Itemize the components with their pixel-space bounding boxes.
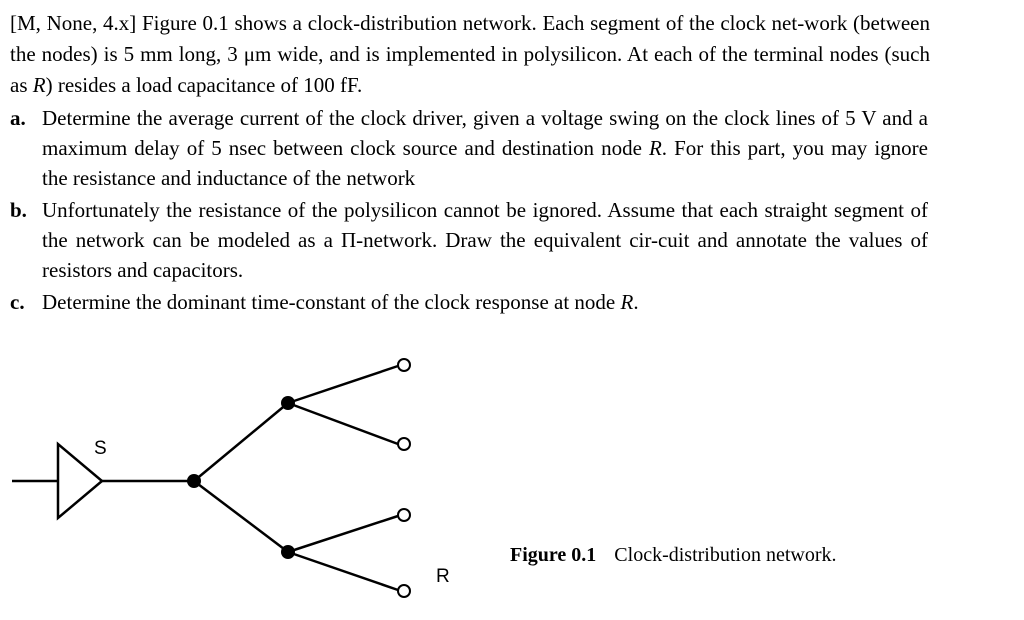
caption-text: Clock-distribution network. — [614, 544, 837, 566]
terminal-node-2 — [398, 438, 410, 450]
clock-network-diagram — [0, 340, 1024, 620]
part-c-label: c. — [10, 290, 25, 314]
node-r-label: R — [436, 566, 450, 587]
part-b — [10, 195, 928, 285]
leaf-segment-1 — [288, 366, 398, 403]
lower-branch-segment — [194, 481, 288, 552]
upper-branch-segment — [194, 403, 288, 481]
part-c-text-end: . — [633, 290, 639, 314]
part-c-text: Determine the dominant time-constant of the clock response at node — [42, 290, 621, 314]
leaf-segment-3 — [288, 516, 398, 552]
part-b-label: b. — [10, 198, 27, 222]
part-a-text-end: . For this part, you may ignore the resistance and inductance of the network — [42, 136, 929, 190]
terminal-node-1 — [398, 359, 410, 371]
node-dot-lower — [281, 545, 295, 559]
terminal-node-R — [398, 585, 410, 597]
leaf-segment-4 — [288, 552, 398, 590]
figure-caption — [510, 544, 837, 567]
part-c — [10, 287, 928, 317]
part-a — [10, 103, 928, 193]
intro-text: [M, None, 4.x] Figure 0.1 shows a clock-distribution network. Each segment of the clock net-work (between the nodes) is 5 mm long, 3 μm wide, and is implemented in polysilicon. At each of the terminal nodes (such as — [10, 11, 930, 97]
part-a-label: a. — [10, 106, 26, 130]
source-label: S — [94, 438, 107, 459]
problem-text — [10, 8, 1020, 317]
part-b-text: Unfortunately the resistance of the polysilicon cannot be ignored. Assume that each straight segment of the network can be modeled as a Π-network. Draw the equivalent cir-cuit and annotate the values of resistors and capacitors. — [42, 198, 928, 282]
part-c-node: R — [620, 290, 634, 314]
part-a-node: R — [648, 136, 662, 160]
terminal-node-3 — [398, 509, 410, 521]
clock-network-figure — [0, 340, 1024, 620]
leaf-segment-2 — [288, 403, 398, 444]
node-dot-root — [187, 474, 201, 488]
part-a-text: Determine the average current of the clock driver, given a voltage swing on the clock lines of 5 V and a maximum delay of 5 nsec between clock source and destination node — [42, 106, 928, 160]
caption-number: Figure 0.1 — [510, 544, 597, 566]
intro-node-R: R — [32, 73, 46, 97]
intro-text-end: ) resides a load capacitance of 100 fF. — [45, 73, 363, 97]
problem-intro — [10, 8, 930, 101]
node-dot-upper — [281, 396, 295, 410]
